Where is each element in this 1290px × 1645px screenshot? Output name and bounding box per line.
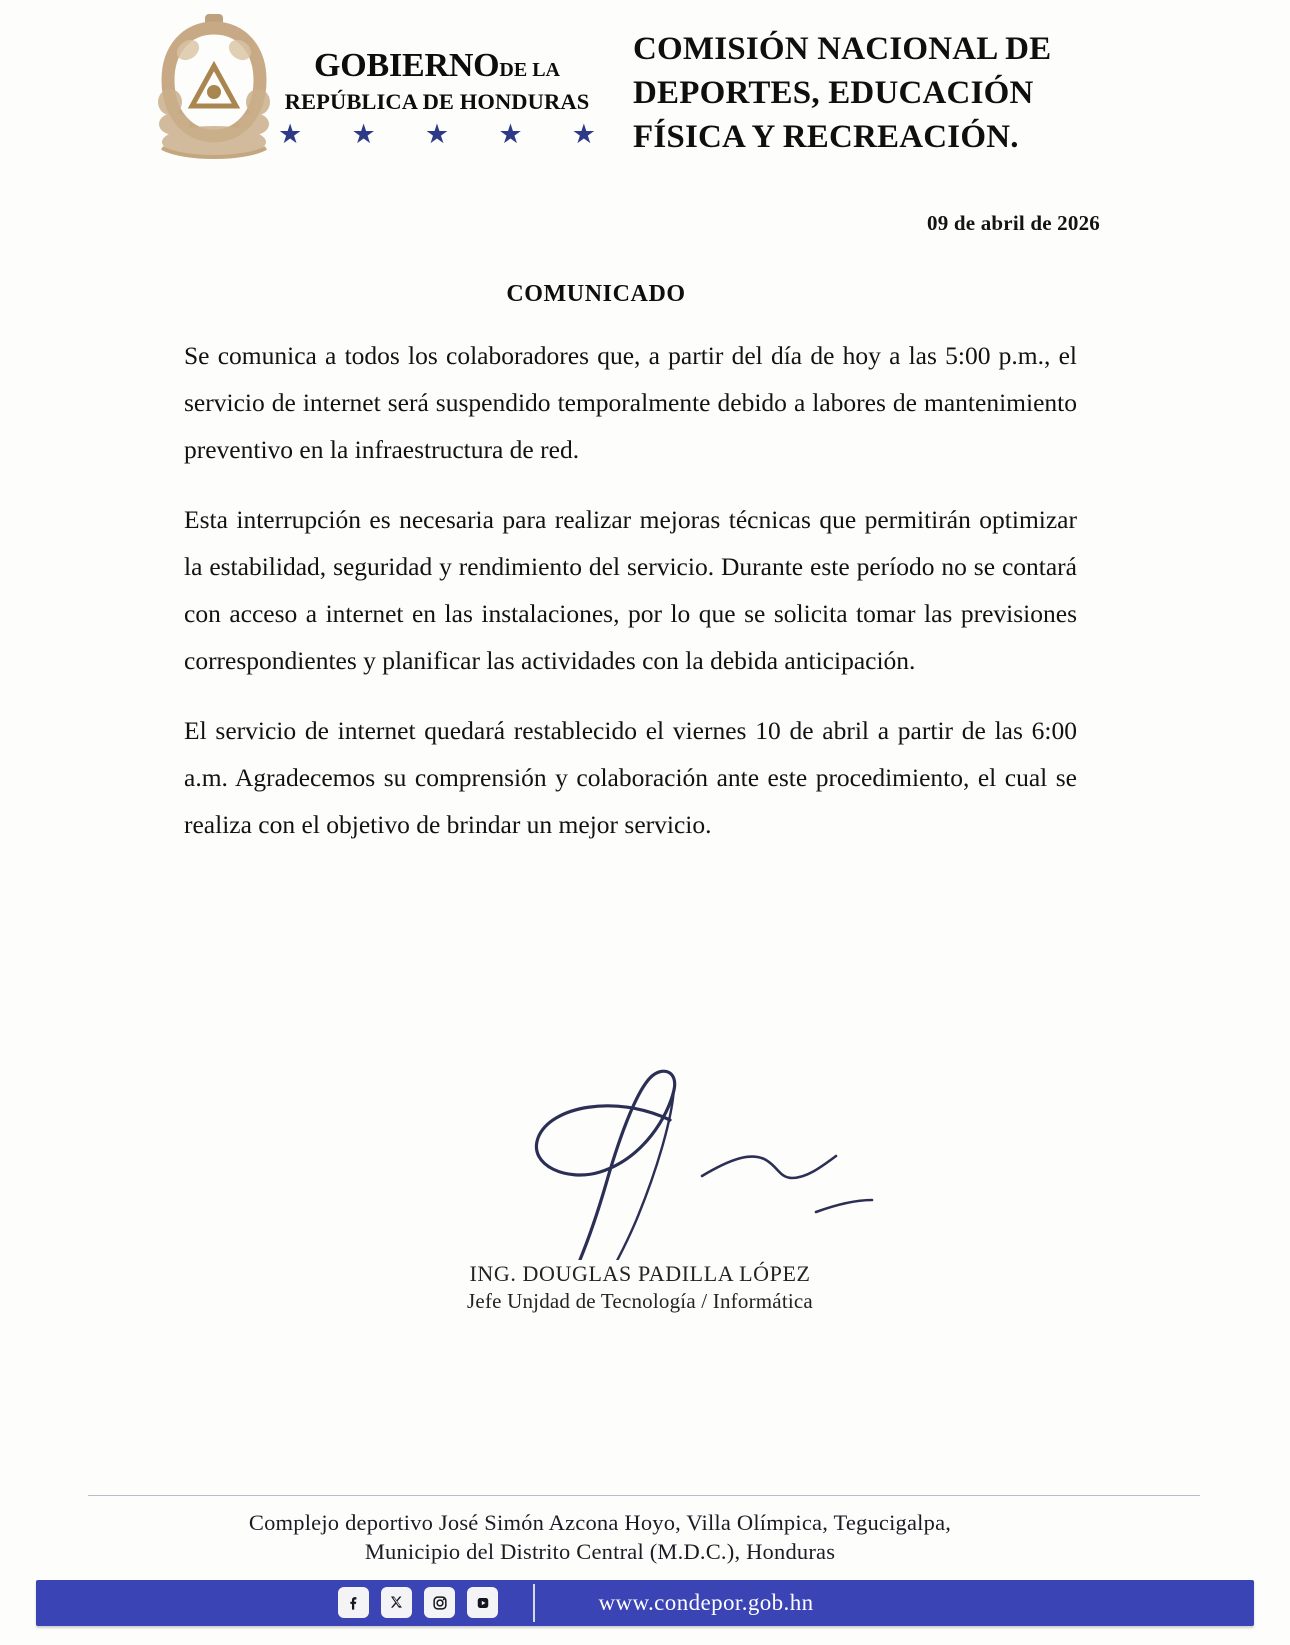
- gov-line-primary: [272, 48, 602, 88]
- commission-title-line-2: DEPORTES, EDUCACIÓN: [633, 75, 1034, 111]
- signer-role: Jefe Unjdad de Tecnología / Informática: [467, 1289, 813, 1313]
- footer-address: [0, 1508, 1290, 1566]
- signature-block: [300, 1060, 980, 1314]
- honduras-coat-of-arms-icon: [148, 10, 280, 162]
- star-icon: ★: [351, 119, 376, 149]
- paragraph: Se comunica a todos los colaboradores que, a partir del día de hoy a las 5:00 p.m., el servicio de internet será suspendido temporalmente debido a labores de mantenimiento preventivo en la infraestructura de red.: [184, 341, 1077, 464]
- footer-address-line-2: Municipio del Distrito Central (M.D.C.), Honduras: [364, 1539, 836, 1564]
- government-wordmark: [272, 48, 602, 148]
- signer-name: ING. DOUGLAS PADILLA LÓPEZ: [469, 1261, 811, 1286]
- document-date: 09 de abril de 2026: [927, 211, 1100, 235]
- document-body: [184, 332, 1077, 871]
- star-row: [272, 121, 602, 148]
- footer-bar: [36, 1580, 1254, 1626]
- commission-title: [633, 27, 1051, 159]
- commission-title-line-1: COMISIÓN NACIONAL DE: [633, 31, 1052, 67]
- paragraph: El servicio de internet quedará restablecido el viernes 10 de abril a partir de las 6:00 a.m. Agradecemos su comprensión y colaboración ante este procedimiento, el cual se realiza con el objetivo de brindar un mejor servicio.: [184, 716, 1077, 839]
- paragraph: Esta interrupción es necesaria para realizar mejoras técnicas que permitirán optimizar la estabilidad, seguridad y rendimiento del servicio. Durante este período no se contará con acceso a internet en las instalaciones, por lo que se solicita tomar las previsiones correspondientes y planificar las actividades con la debida anticipación.: [184, 505, 1077, 675]
- commission-title-line-3: FÍSICA Y RECREACIÓN.: [633, 119, 1019, 155]
- website-url[interactable]: www.condepor.gob.hn: [598, 1590, 814, 1615]
- document-header: [0, 0, 1290, 178]
- handwritten-signature-icon: [300, 1060, 980, 1260]
- gov-suffix-text: DE LA: [499, 59, 560, 81]
- footer-divider-line: [88, 1495, 1200, 1496]
- document-title: COMUNICADO: [506, 281, 686, 307]
- star-icon: ★: [278, 119, 303, 149]
- star-icon: ★: [424, 119, 450, 149]
- star-icon: ★: [498, 119, 523, 149]
- gov-main-text: GOBIERNO: [313, 47, 500, 84]
- star-icon: ★: [571, 119, 596, 149]
- footer-address-line-1: Complejo deportivo José Simón Azcona Hoyo, Villa Olímpica, Tegucigalpa,: [248, 1510, 952, 1535]
- gov-line-secondary: REPÚBLICA DE HONDURAS: [284, 89, 590, 114]
